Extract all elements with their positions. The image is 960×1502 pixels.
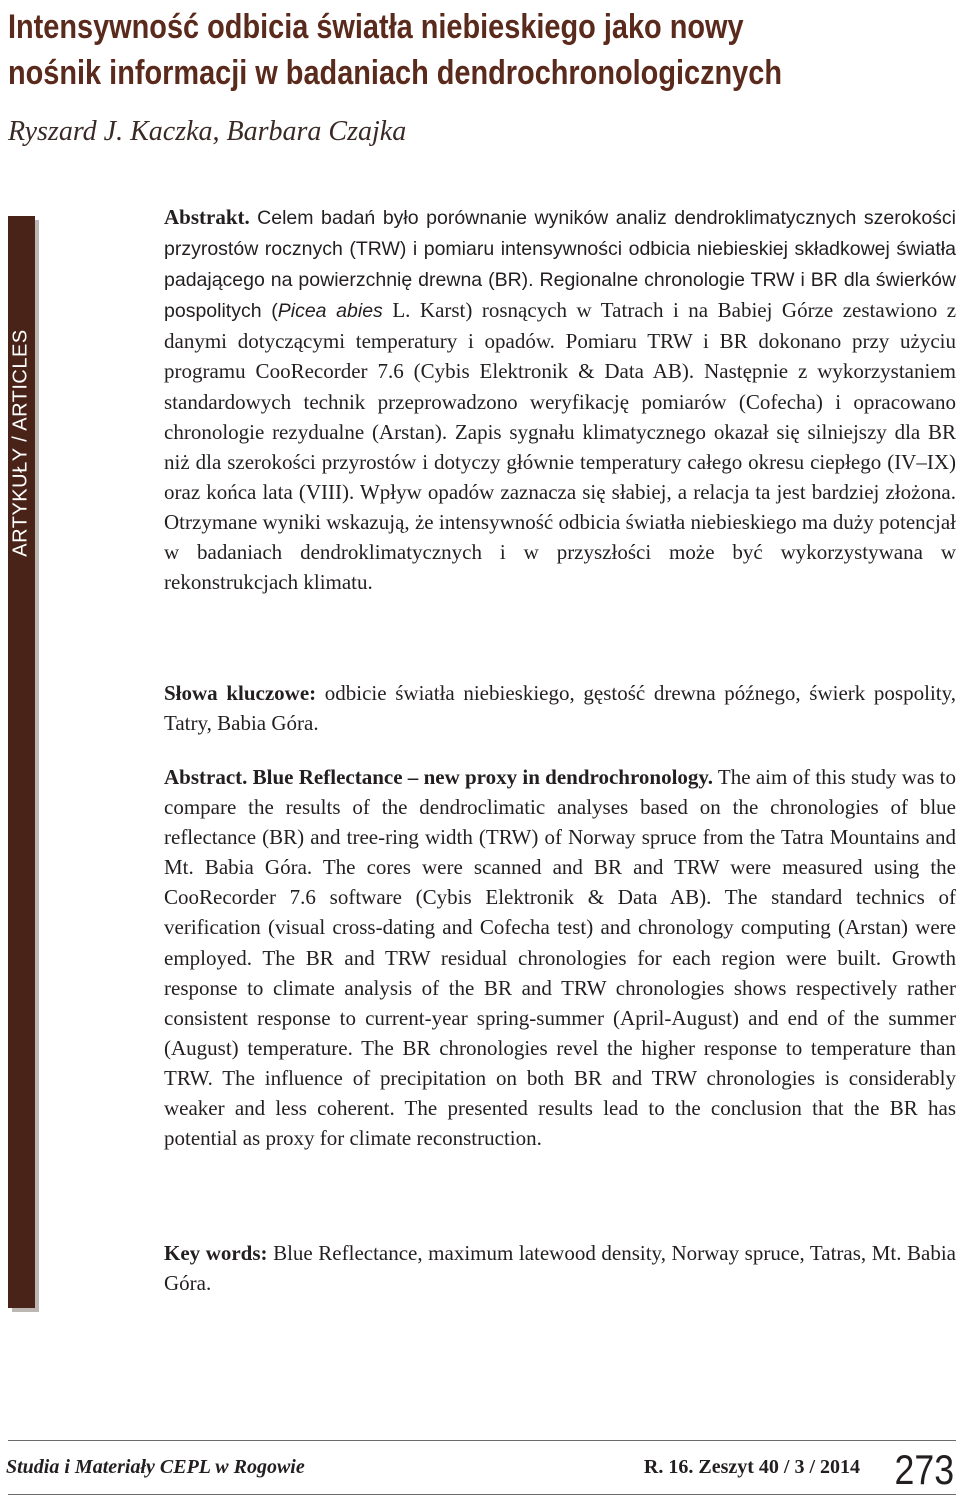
abstract-polish-label: Abstrakt. (164, 205, 250, 229)
footer-journal-name: Studia i Materiały CEPL w Rogowie (6, 1456, 305, 1478)
keywords-english (164, 1238, 956, 1298)
section-sidebar-label: ARTYKUŁY / ARTICLES (9, 329, 32, 557)
abstract-polish-species-name: Picea abies (277, 300, 383, 323)
abstract-english-label: Abstract. Blue Reflectance – new proxy in dendrochronology. (164, 765, 714, 789)
footer-volume-info: R. 16. Zeszyt 40 / 3 / 2014 (643, 1456, 860, 1478)
abstract-polish (164, 202, 956, 597)
article-title-line-1: Intensywność odbicia światła niebieskiego jako nowy (8, 8, 744, 46)
abstract-polish-text-part-1: Celem badań było porównanie wyników analiz dendroklimatycznych szerokości przyrostów rocznych (TRW) i pomiaru intensywności odbicia niebieskiej składkowej światła padającego na powierzchnię drewna (BR). Regionalne chronologie TRW i BR dla świerków pospolitych ( (164, 207, 957, 323)
article-title-line-2: nośnik informacji w badaniach dendrochronologicznych (8, 54, 782, 92)
footer-top-rule (8, 1440, 956, 1441)
keywords-polish-label: Słowa kluczowe: (164, 681, 317, 705)
abstract-polish-text-part-2: L. Karst) rosnących w Tatrach i na Babiej Górze zestawiono z danymi dotyczącymi temperatury i opadów. Pomiaru TRW i BR dokonano przy użyciu programu CooRecorder 7.6 (Cybis Elektronik & Data AB). Następnie z wykorzystaniem standardowych technik przeprowadzono weryfikację pomiarów (Cofecha) i opracowano chronologie rezydualne (Arstan). Zapis sygnału klimatycznego okazał się silniejszy dla BR niż dla szerokości przyrostów i dotyczy głównie temperatury całego okresu ciepłego (IV–IX) oraz końca lata (VIII). Wpływ opadów zaznacza się słabiej, a relacja ta jest bardziej złożona. Otrzymane wyniki wskazują, że intensywność odbicia światła niebieskiego ma duży potencjał w badaniach dendroklimatycznych i w przyszłości może być wykorzystywana w rekonstrukcjach klimatu. (164, 298, 957, 595)
page-number: 273 (894, 1446, 954, 1493)
abstract-english-text: The aim of this study was to compare the results of the dendroclimatic analyses based on the chronologies of blue reflectance (BR) and tree-ring width (TRW) of Norway spruce from the Tatra Mountains and Mt. Babia Góra. The cores were scanned and BR and TRW were measured using the CooRecorder 7.6 software (Cybis Elektronik & Data AB). The standard technics of verification (visual cross-dating and Cofecha test) and chronology computing (Arstan) were employed. The BR and TRW residual chronologies for each region were built. Growth response to climate analysis of the BR and TRW chronologies shows respectively rather consistent response to current-year spring-summer (April-August) and end of the summer (August) temperature. The BR chronologies revel the higher response to temperature than TRW. The influence of precipitation on both BR and TRW chronologies is considerably weaker and less coherent. The presented results lead to the conclusion that the BR has potential as proxy for climate reconstruction. (164, 765, 956, 1151)
article-title (8, 4, 807, 96)
keywords-polish-text: odbicie światła niebieskiego, gęstość drewna późnego, świerk pospolity, Tatry, Babia Góra. (164, 681, 956, 736)
keywords-polish (164, 678, 956, 738)
article-authors: Ryszard J. Kaczka, Barbara Czajka (8, 116, 407, 147)
keywords-english-label: Key words: (164, 1241, 268, 1265)
footer-bottom-rule (8, 1494, 956, 1495)
keywords-english-text: Blue Reflectance, maximum latewood density, Norway spruce, Tatras, Mt. Babia Góra. (164, 1241, 956, 1296)
abstract-english (164, 762, 956, 1153)
